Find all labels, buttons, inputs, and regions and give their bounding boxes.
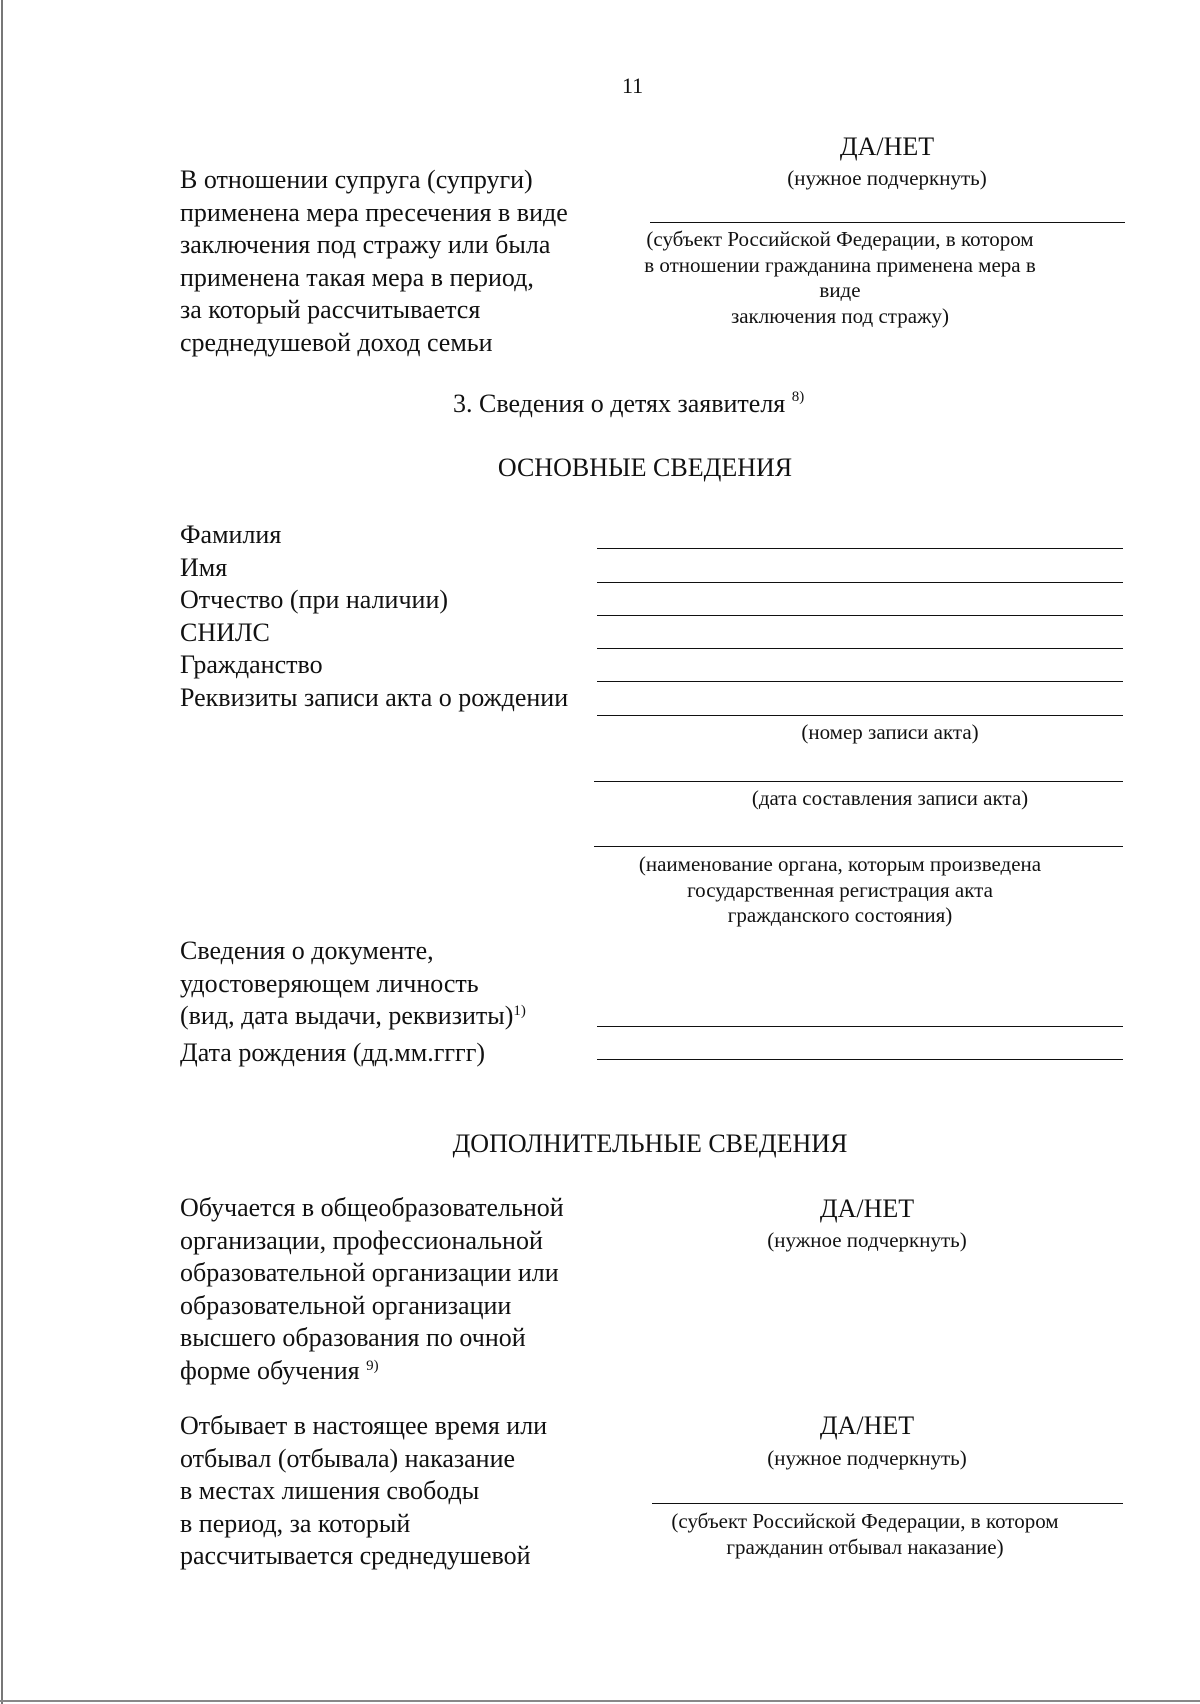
study-question-line: Обучается в общеобразовательной bbox=[180, 1193, 564, 1222]
field-label-citizenship: Гражданство bbox=[180, 650, 323, 679]
study-question bbox=[180, 1192, 564, 1391]
study-answer-hint: (нужное подчеркнуть) bbox=[767, 1228, 967, 1252]
identity-doc-line: удостоверяющем личность bbox=[180, 968, 479, 998]
caption-line: в отношении гражданина применена мера в bbox=[644, 252, 1036, 277]
spouse-question-line: заключения под стражу или была bbox=[180, 230, 551, 259]
prison-region-caption bbox=[615, 1509, 1115, 1560]
spouse-region-field-line[interactable] bbox=[650, 222, 1125, 223]
footnote-marker: 9) bbox=[366, 1357, 379, 1374]
field-label-patronymic: Отчество (при наличии) bbox=[180, 585, 449, 614]
prison-answer: ДА/НЕТ bbox=[819, 1411, 915, 1440]
registration-authority-field-line[interactable] bbox=[594, 846, 1123, 847]
field-label-surname: Фамилия bbox=[180, 520, 282, 549]
study-question-line: высшего образования по очной bbox=[180, 1323, 526, 1352]
spouse-region-caption bbox=[600, 227, 1080, 329]
record-date-field-line[interactable] bbox=[594, 781, 1123, 782]
identity-document-field-line[interactable] bbox=[597, 1026, 1123, 1027]
birth-date-field-line[interactable] bbox=[597, 1059, 1123, 1060]
identity-document-label bbox=[180, 935, 526, 1069]
field-label-snils: СНИЛС bbox=[180, 617, 270, 647]
spouse-question-line: В отношении супруга (супруги) bbox=[180, 165, 533, 194]
snils-field-line[interactable] bbox=[597, 648, 1123, 649]
prison-question-line: в местах лишения свободы bbox=[180, 1476, 480, 1505]
section-heading bbox=[453, 388, 804, 425]
surname-field-line[interactable] bbox=[597, 548, 1123, 549]
scan-bottom-edge bbox=[0, 1700, 1200, 1702]
spouse-question-line: применена такая мера в период, bbox=[180, 262, 534, 292]
registration-authority-caption bbox=[590, 852, 1090, 929]
footnote-marker: 8) bbox=[791, 389, 805, 405]
citizenship-field-line[interactable] bbox=[597, 681, 1123, 682]
basic-fields-labels bbox=[180, 519, 568, 714]
caption-line: (наименование органа, которым произведена bbox=[638, 852, 1042, 876]
footnote-marker: 1) bbox=[513, 1003, 526, 1019]
study-question-line: образовательной организации bbox=[180, 1290, 512, 1320]
prison-question bbox=[180, 1410, 547, 1573]
caption-line: гражданского состояния) bbox=[727, 903, 953, 927]
section-heading-text: 3. Сведения о детях заявителя bbox=[453, 389, 786, 418]
field-label-name: Имя bbox=[180, 552, 228, 582]
identity-doc-line: Сведения о документе, bbox=[180, 936, 434, 965]
patronymic-field-line[interactable] bbox=[597, 615, 1123, 616]
study-question-line: образовательной организации или bbox=[180, 1258, 559, 1287]
caption-line: заключения под стражу) bbox=[730, 303, 950, 328]
caption-line: гражданин отбывал наказание) bbox=[726, 1534, 1004, 1559]
additional-info-title: ДОПОЛНИТЕЛЬНЫЕ СВЕДЕНИЯ bbox=[452, 1129, 848, 1158]
name-field-line[interactable] bbox=[597, 582, 1123, 583]
study-question-line-text: форме обучения bbox=[180, 1355, 360, 1385]
caption-line: виде bbox=[819, 278, 861, 302]
field-label-birth-date: Дата рождения (дд.мм.гггг) bbox=[180, 1037, 486, 1067]
spouse-question-line: за который рассчитывается bbox=[180, 295, 481, 324]
caption-line: (субъект Российской Федерации, в котором bbox=[671, 1509, 1059, 1533]
prison-question-line: отбывал (отбывала) наказание bbox=[180, 1443, 516, 1473]
prison-answer-hint: (нужное подчеркнуть) bbox=[767, 1446, 967, 1470]
spouse-answer-hint: (нужное подчеркнуть) bbox=[787, 166, 987, 190]
prison-question-line: Отбывает в настоящее время или bbox=[180, 1411, 548, 1440]
basic-info-title: ОСНОВНЫЕ СВЕДЕНИЯ bbox=[497, 453, 793, 482]
identity-doc-line bbox=[180, 1000, 526, 1037]
caption-line: государственная регистрация акта bbox=[687, 877, 993, 902]
spouse-answer: ДА/НЕТ bbox=[839, 132, 935, 161]
record-number-caption: (номер записи акта) bbox=[801, 720, 979, 744]
prison-question-line: рассчитывается среднедушевой bbox=[180, 1541, 531, 1570]
study-answer: ДА/НЕТ bbox=[819, 1194, 915, 1223]
spouse-question bbox=[180, 164, 568, 359]
prison-region-field-line[interactable] bbox=[652, 1503, 1123, 1504]
spouse-question-line: среднедушевой доход семьи bbox=[180, 327, 493, 357]
page-number: 11 bbox=[622, 73, 644, 98]
scan-left-edge bbox=[1, 0, 3, 1704]
record-date-caption: (дата составления записи акта) bbox=[751, 786, 1029, 810]
caption-line: (субъект Российской Федерации, в котором bbox=[646, 227, 1034, 251]
spouse-question-line: применена мера пресечения в виде bbox=[180, 197, 568, 227]
field-label-birth-record: Реквизиты записи акта о рождении bbox=[180, 682, 569, 712]
study-question-line: организации, профессиональной bbox=[180, 1225, 543, 1255]
study-question-line bbox=[180, 1355, 564, 1392]
birth-record-number-line[interactable] bbox=[597, 715, 1123, 716]
identity-doc-line-text: (вид, дата выдачи, реквизиты) bbox=[180, 1001, 514, 1030]
prison-question-line: в период, за который bbox=[180, 1508, 411, 1538]
